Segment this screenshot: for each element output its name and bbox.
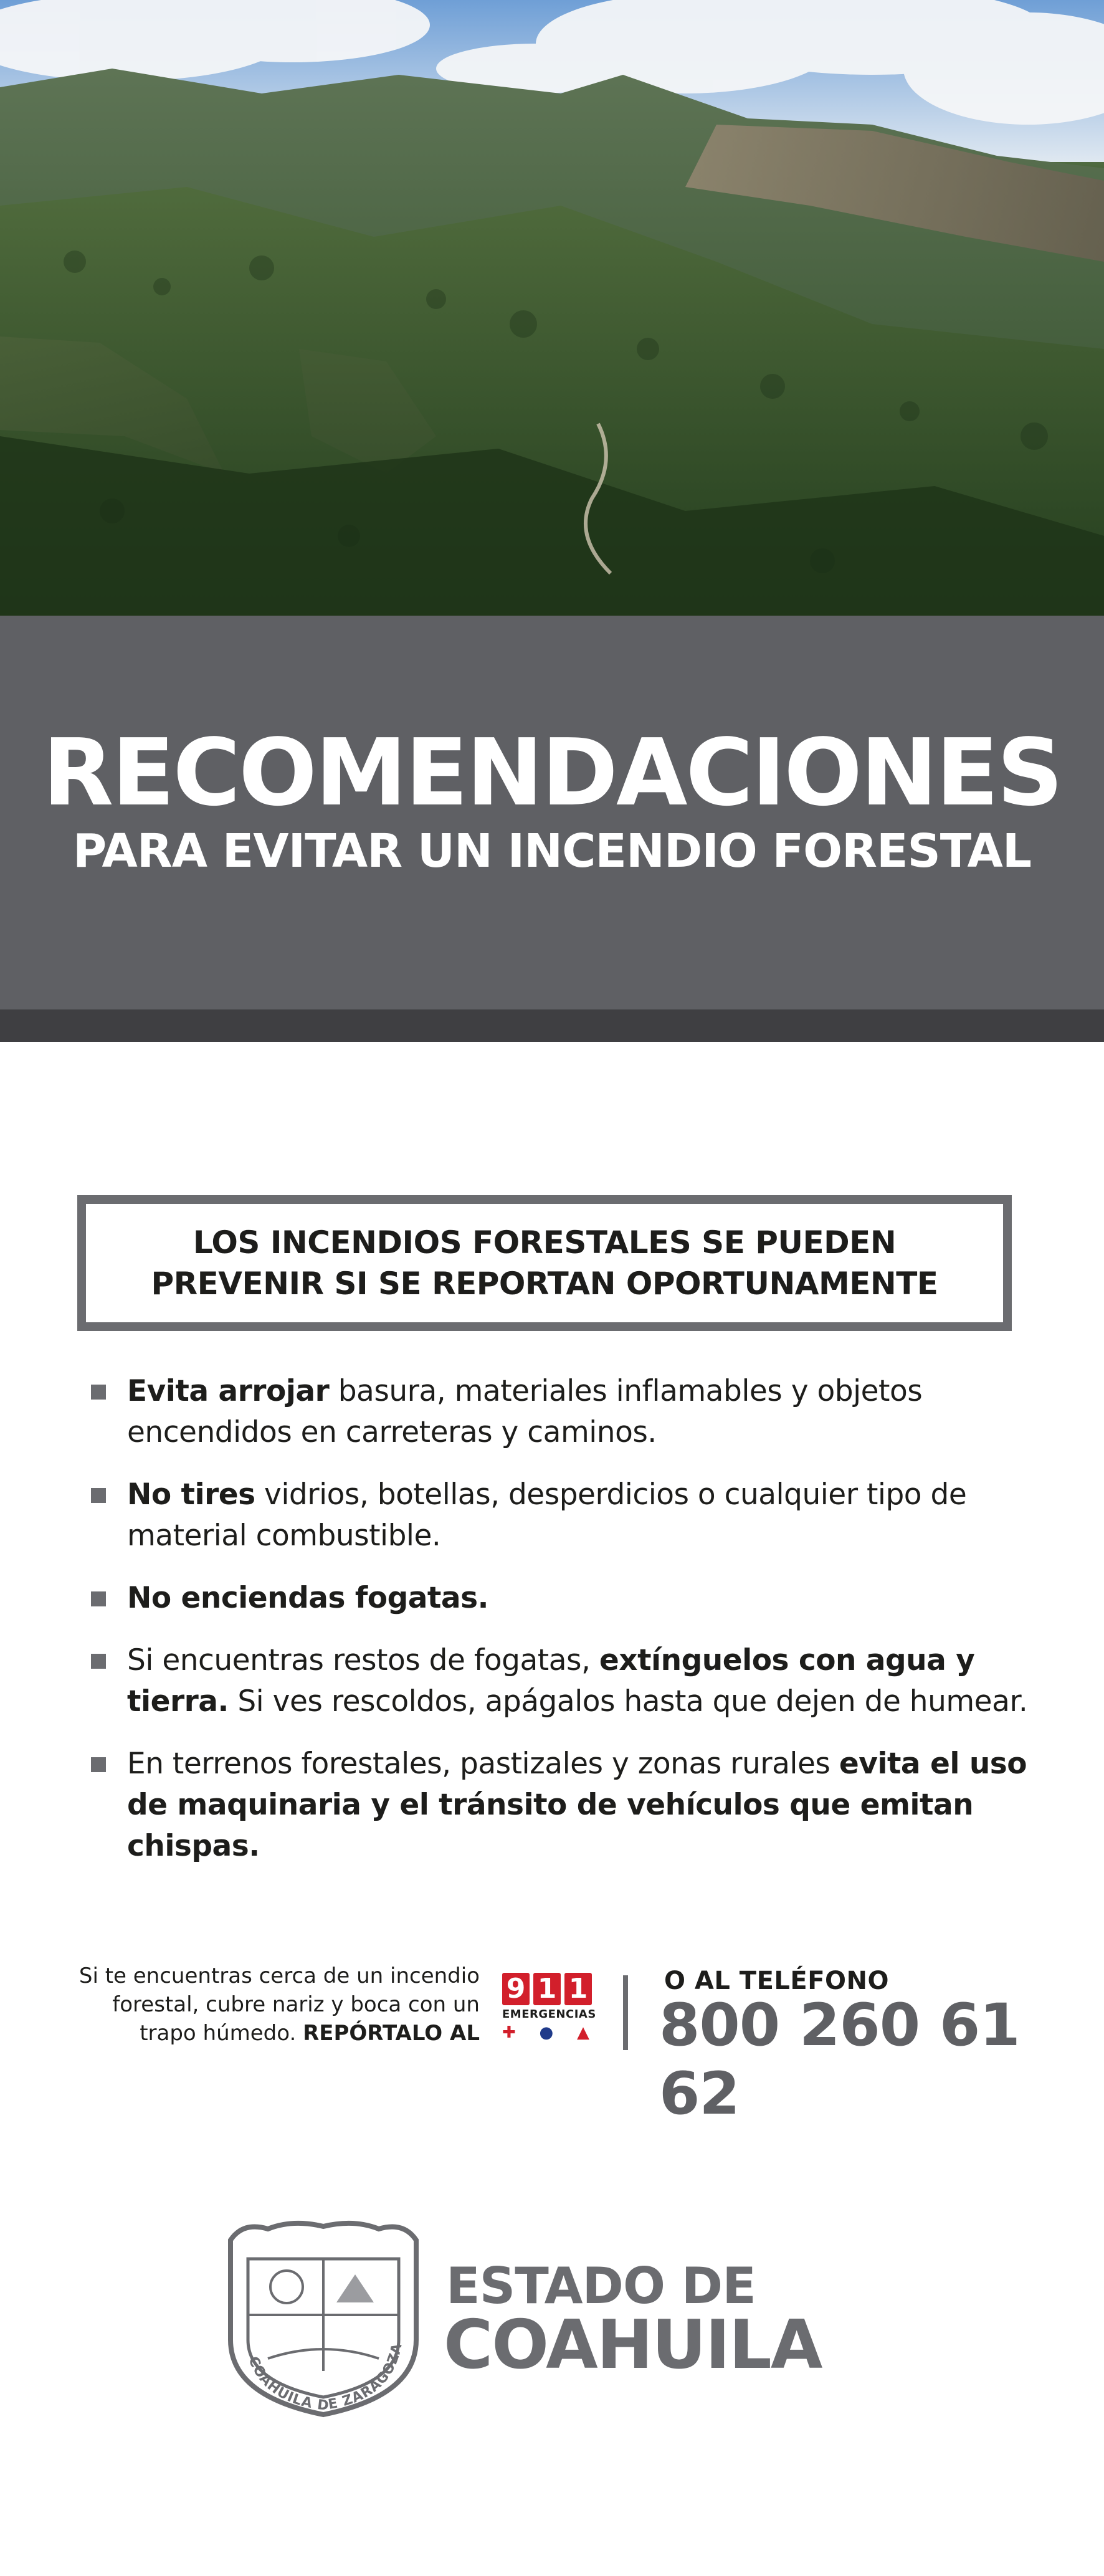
recommendation-bold: evita el uso de maquinaria y el tránsito de vehículos que emitan chispas.: [127, 1747, 1027, 1863]
fire-icon: ▲: [576, 2023, 589, 2042]
bullet-square-icon: [91, 1385, 106, 1400]
callout-line-1: LOS INCENDIOS FORESTALES SE PUEDEN: [193, 1224, 897, 1261]
logo-line-1: ESTADO DE: [446, 2257, 756, 2315]
prevention-callout-box: [77, 1195, 1012, 1331]
report-cta: REPÓRTALO AL: [303, 2021, 480, 2046]
list-item: [91, 1744, 1063, 1867]
emergency-label: EMERGENCIAS: [502, 2008, 596, 2021]
callout-line-2: PREVENIR SI SE REPORTAN OPORTUNAMENTE: [151, 1266, 938, 1302]
recommendation-text: basura, materiales inflamables y objetos encendidos en carreteras y caminos.: [127, 1374, 923, 1449]
list-item: [91, 1474, 1063, 1557]
bullet-square-icon: [91, 1591, 106, 1606]
police-cap-icon: ●: [539, 2023, 554, 2042]
emergency-digit: 9: [502, 1973, 530, 2005]
recommendation-text: vidrios, botellas, desperdicios o cualquier tipo de material combustible.: [127, 1477, 967, 1553]
seal-lettering: COAHUILA DE ZARAGOZA: [245, 2341, 406, 2414]
svg-text:COAHUILA DE ZARAGOZA: [245, 2342, 405, 2414]
recommendation-text: Si ves rescoldos, apágalos hasta que dejen de humear.: [228, 1684, 1028, 1719]
mountain-illustration: [0, 0, 1104, 616]
list-item: [91, 1371, 1063, 1453]
phone-number: 800 260 61 62: [659, 1992, 1020, 2128]
hero-landscape-photo: [0, 0, 1104, 616]
report-instructions: [44, 1962, 480, 2048]
recommendation-pre: En terrenos forestales, pastizales y zonas rurales: [127, 1747, 839, 1781]
report-line-1: Si te encuentras cerca de un incendio: [79, 1963, 480, 1988]
recommendation-bold: extínguelos con agua y tierra.: [127, 1643, 975, 1719]
recommendations-list: [91, 1371, 1063, 1888]
logo-line-2: COAHUILA: [444, 2306, 822, 2384]
bullet-square-icon: [91, 1654, 106, 1669]
list-item: [91, 1640, 1063, 1722]
medical-cross-icon: ✚: [502, 2023, 516, 2042]
page-subtitle: PARA EVITAR UN INCENDIO FORESTAL: [73, 824, 1031, 878]
bullet-square-icon: [91, 1757, 106, 1772]
banner-bottom-strip: [0, 1009, 1104, 1042]
report-line-3: trapo húmedo.: [140, 2021, 297, 2046]
recommendation-pre: Si encuentras restos de fogatas,: [127, 1643, 599, 1677]
recommendation-bold: No enciendas fogatas.: [127, 1581, 488, 1615]
emergency-digit: 1: [533, 1973, 561, 2005]
coahuila-seal-icon: [218, 2215, 429, 2421]
report-line-2: forestal, cubre nariz y boca con un: [112, 1992, 480, 2017]
bullet-square-icon: [91, 1488, 106, 1503]
alt-phone-label: O AL TELÉFONO: [664, 1967, 890, 1995]
page-title: RECOMENDACIONES: [42, 719, 1062, 826]
vertical-divider: [623, 1975, 628, 2050]
emergency-digit: 1: [564, 1973, 592, 2005]
recommendation-bold: No tires: [127, 1477, 255, 1512]
recommendation-bold: Evita arrojar: [127, 1374, 330, 1408]
list-item: [91, 1578, 1063, 1619]
emergency-911-badge: [502, 1973, 594, 2050]
